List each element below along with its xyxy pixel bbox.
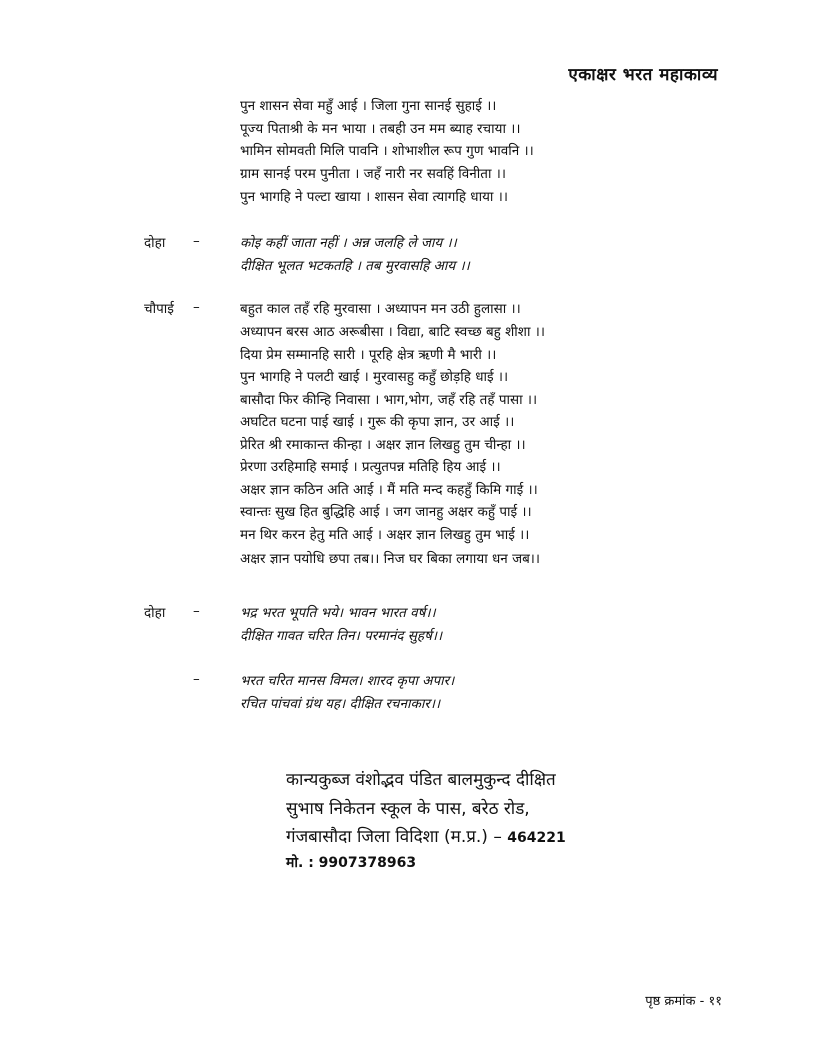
label-dash: – xyxy=(193,671,200,687)
verse-line: पुन भागहि ने पल्टा खाया । शासन सेवा त्यागहि धाया ।। xyxy=(240,189,508,205)
mobile-number: 9907378963 xyxy=(318,855,417,871)
doha-line: कोइ कहीं जाता नहीं । अन्न जलहि ले जाय ।। xyxy=(240,235,457,251)
verse-line: ग्राम सानई परम पुनीता । जहँ नारी नर सवहिं विनीता ।। xyxy=(240,166,506,182)
address-line: सुभाष निकेतन स्कूल के पास, बरेठ रोड, xyxy=(286,799,530,819)
chaupai-line: प्रेरणा उरहिमाहि समाई । प्रत्युतपन्न मतिहि हिय आई ।। xyxy=(240,459,501,475)
page-number xyxy=(645,991,722,1009)
pincode: 464221 xyxy=(507,830,566,846)
chaupai-line: बहुत काल तहँ रहि मुरवासा । अध्यापन मन उठी हुलासा ।। xyxy=(240,301,521,317)
chaupai-line: पुन भागहि ने पलटी खाई । मुरवासहु कहुँ छोड़हि धाई ।। xyxy=(240,369,509,385)
chaupai-line: प्रेरित श्री रमाकान्त कीन्हा । अक्षर ज्ञान लिखहु तुम चीन्हा ।। xyxy=(240,437,526,453)
label-dash: – xyxy=(193,299,200,315)
chaupai-line: मन थिर करन हेतु मति आई । अक्षर ज्ञान लिखहु तुम भाई ।। xyxy=(240,527,530,543)
chaupai-line: अक्षर ज्ञान कठिन अति आई । मैं मति मन्द कहहुँ किमि गाई ।। xyxy=(240,482,538,498)
label-dash: – xyxy=(193,233,200,249)
verse-line: भामिन सोमवती मिलि पावनि । शोभाशील रूप गुण भावनि ।। xyxy=(240,143,534,159)
book-title: एकाक्षर भरत महाकाव्य xyxy=(568,65,718,85)
doha-line: रचित पांचवां ग्रंथ यह। दीक्षित रचनाकार।। xyxy=(240,696,441,712)
page-sep: - xyxy=(699,994,705,1009)
mobile-line xyxy=(286,853,416,872)
chaupai-label: चौपाई xyxy=(144,301,174,317)
mobile-label: मो. : xyxy=(286,855,314,871)
doha-label: दोहा xyxy=(144,605,166,621)
doha-line: भद्र भरत भूपति भये। भावन भारत वर्ष।। xyxy=(240,605,436,621)
address-city: गंजबासौदा जिला विदिशा (म.प्र.) – xyxy=(286,827,502,847)
author-name: कान्यकुब्ज वंशोद्भव पंडित बालमुकुन्द दीक्षित xyxy=(286,770,556,790)
chaupai-line: अघटित घटना पाई खाई । गुरू की कृपा ज्ञान, उर आई ।। xyxy=(240,414,515,430)
label-dash: – xyxy=(193,603,200,619)
chaupai-line: अध्यापन बरस आठ अरूबीसा । विद्या, बाटि स्वच्छ बहु शीशा ।। xyxy=(240,324,545,340)
verse-line: पूज्य पिताश्री के मन भाया । तबही उन मम ब्याह रचाया ।। xyxy=(240,121,521,137)
verse-line: पुन शासन सेवा महुँ आई । जिला गुना सानई सुहाई ।। xyxy=(240,98,497,114)
chaupai-line: अक्षर ज्ञान पयोधि छपा तब।। निज घर बिका लगाया धन जब।। xyxy=(240,551,541,567)
doha-line: दीक्षित भूलत भटकतहि । तब मुरवासहि आय ।। xyxy=(240,258,470,274)
chaupai-line: स्वान्तः सुख हित बुद्धिहि आई । जग जानहु अक्षर कहुँ पाई ।। xyxy=(240,504,532,520)
chaupai-line: दिया प्रेम सम्मानहि सारी । पूरहि क्षेत्र ऋणी मै भारी ।। xyxy=(240,347,497,363)
doha-line: भरत चरित मानस विमल। शारद कृपा अपार। xyxy=(240,673,455,689)
address-line xyxy=(286,824,566,847)
doha-label: दोहा xyxy=(144,235,166,251)
page-label: पृष्ठ क्रमांक xyxy=(645,994,696,1009)
doha-line: दीक्षित गावत चरित तिन। परमानंद सुहर्ष।। xyxy=(240,628,443,644)
page-number-value: ११ xyxy=(708,994,722,1009)
chaupai-line: बासौदा फिर कीन्हि निवासा । भाग,भोग, जहँ रहि तहँ पासा ।। xyxy=(240,392,538,408)
